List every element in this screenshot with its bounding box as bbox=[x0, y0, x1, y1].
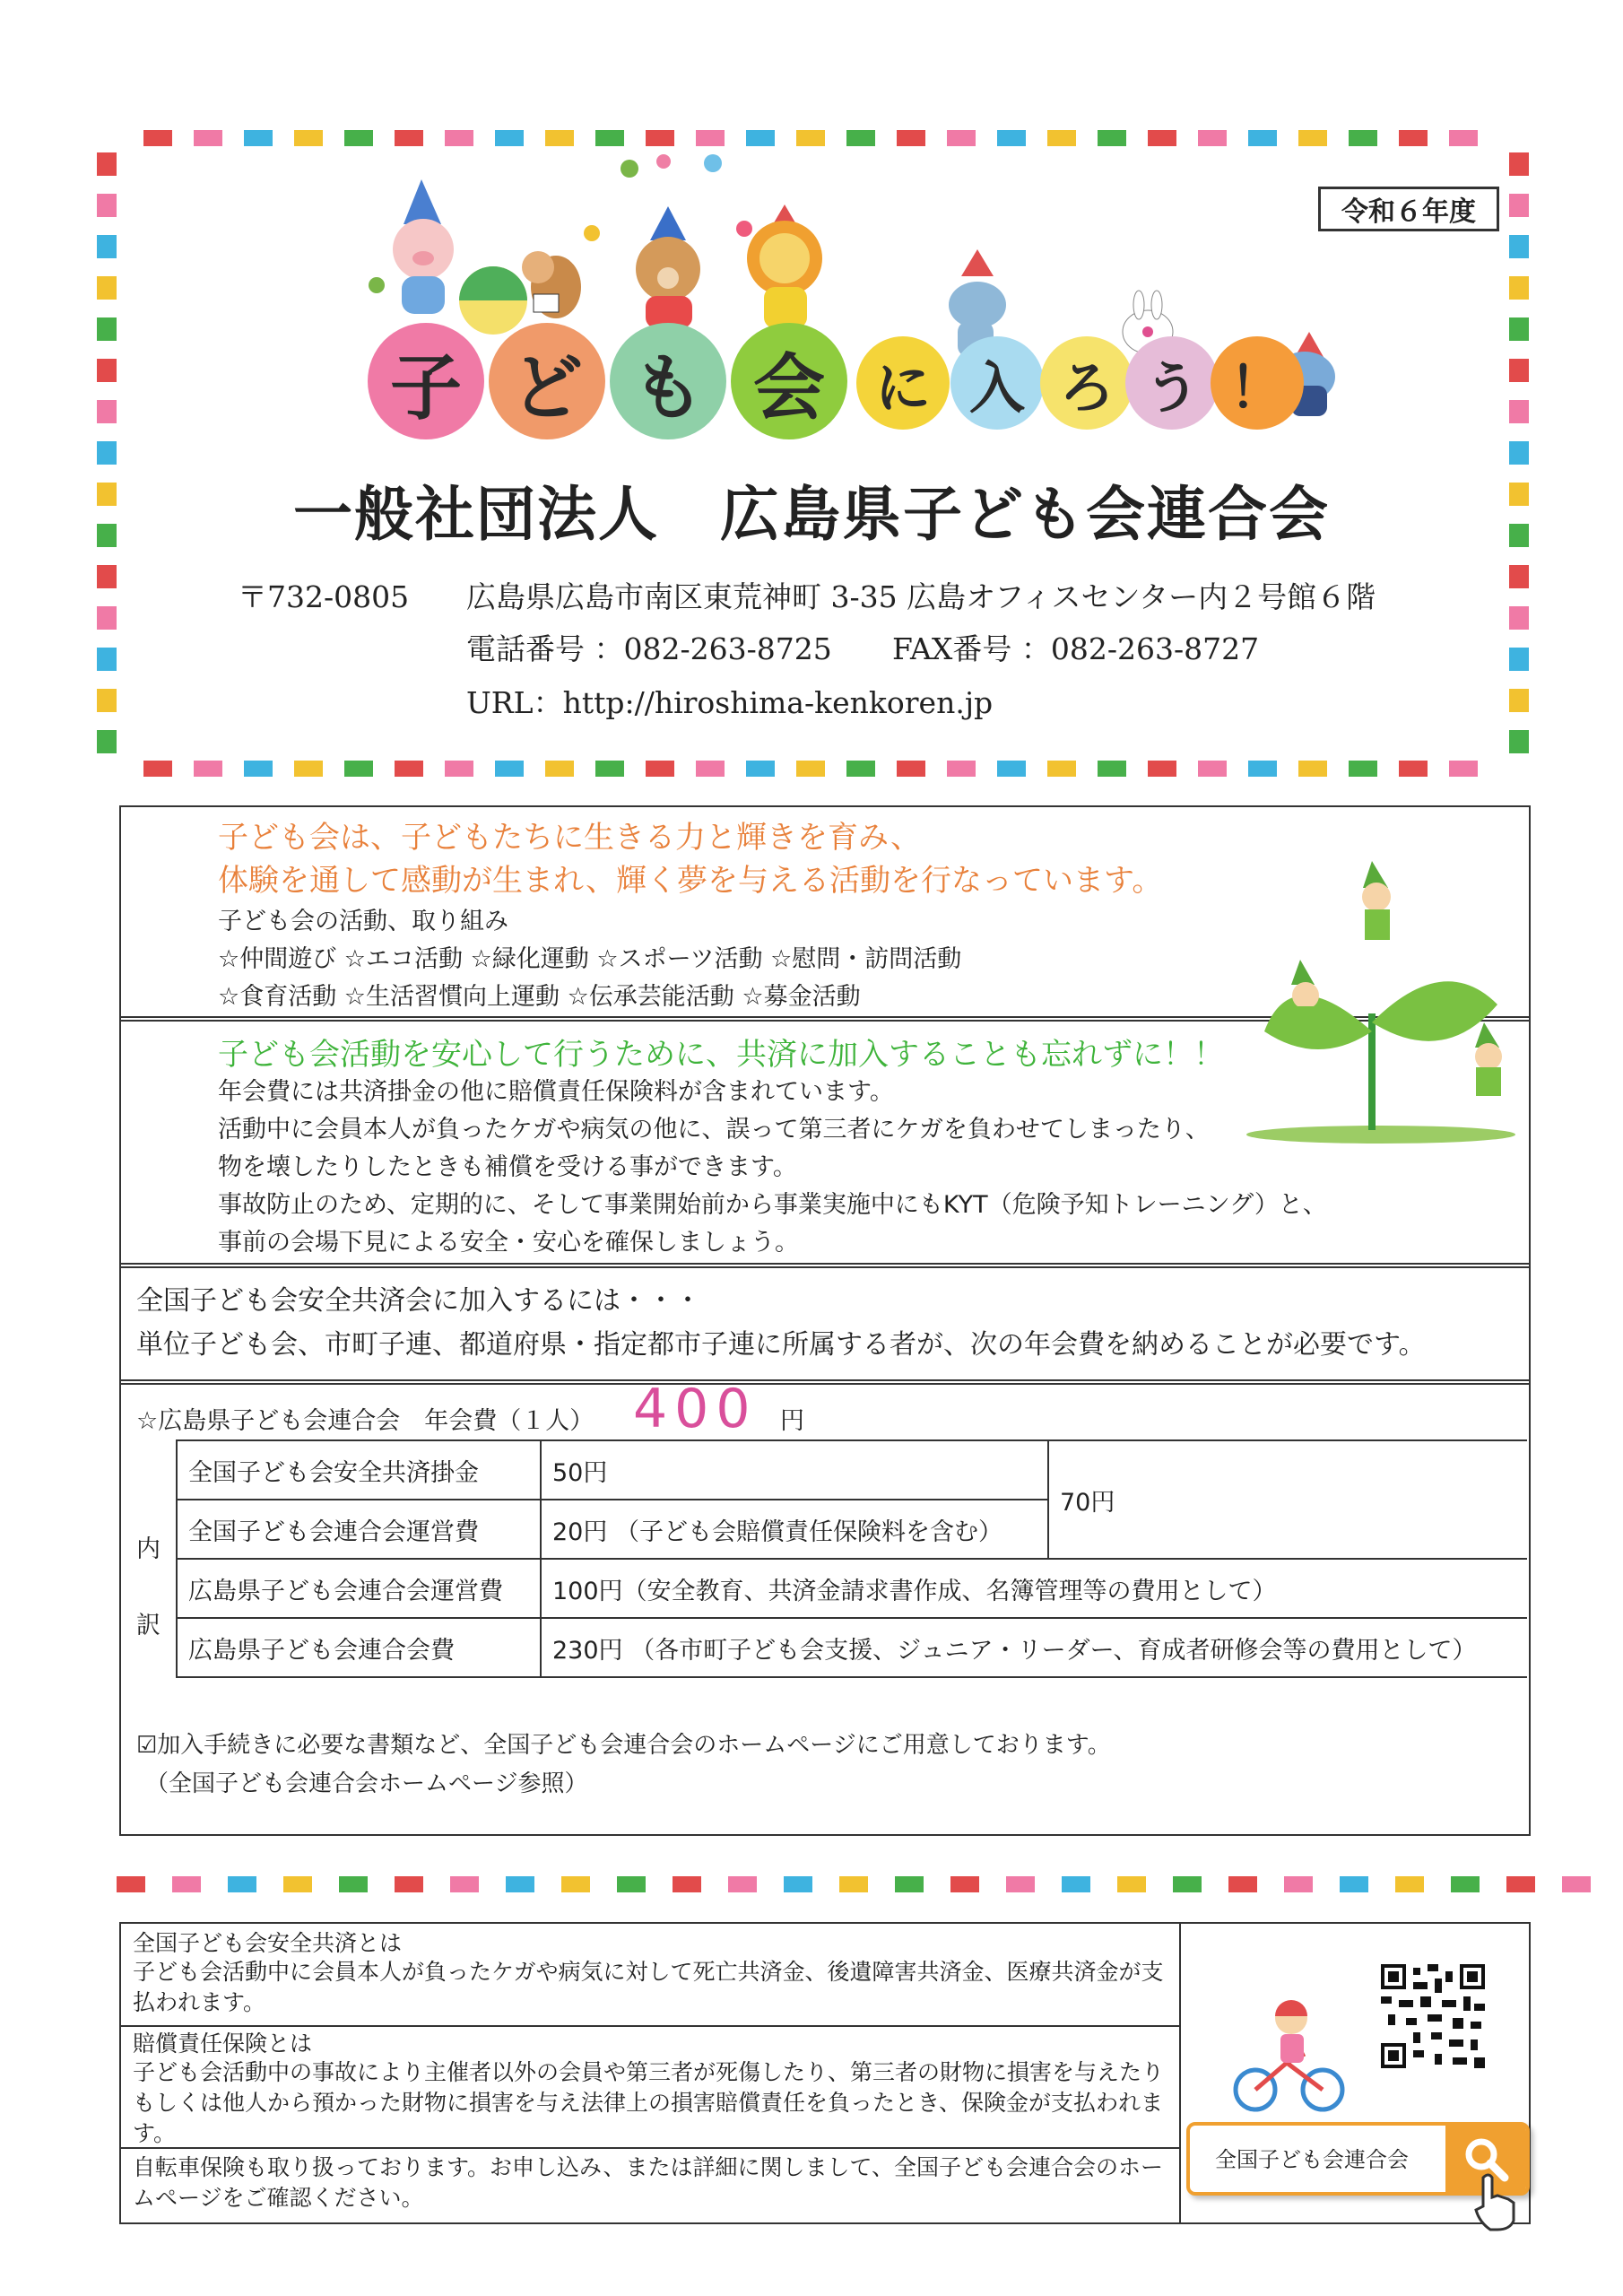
mid-border-strip bbox=[143, 761, 1499, 777]
border-dash bbox=[839, 1876, 868, 1892]
border-dash bbox=[545, 761, 574, 777]
annual-fee-amount: 400 bbox=[633, 1378, 758, 1440]
border-dash bbox=[646, 130, 674, 146]
border-dash bbox=[895, 1876, 924, 1892]
border-dash bbox=[1047, 130, 1076, 146]
title-char: も bbox=[610, 323, 726, 439]
border-dash bbox=[344, 130, 373, 146]
border-dash bbox=[228, 1876, 256, 1892]
border-dash bbox=[1148, 130, 1176, 146]
border-dash bbox=[97, 689, 117, 712]
border-dash bbox=[294, 761, 323, 777]
border-dash bbox=[1098, 761, 1126, 777]
border-dash bbox=[784, 1876, 812, 1892]
elf-character bbox=[1291, 960, 1319, 1035]
fee-amount: 20円 （子ども会賠償責任保険料を含む） bbox=[541, 1500, 1048, 1559]
border-dash bbox=[1509, 730, 1529, 753]
border-dash bbox=[339, 1876, 368, 1892]
activities-heading: 子ども会の活動、取り組み bbox=[218, 908, 508, 935]
activities-lead-2: 体験を通して感動が生まれ、輝く夢を与える活動を行なっています。 bbox=[218, 863, 1163, 899]
title-char: 会 bbox=[731, 323, 847, 439]
title-char: 子 bbox=[368, 323, 484, 439]
breakdown-label-2: 訳 bbox=[136, 1612, 161, 1639]
fee-subtotal: 70円 bbox=[1048, 1440, 1527, 1559]
border-dash bbox=[947, 761, 976, 777]
border-dash bbox=[1349, 130, 1377, 146]
border-dash bbox=[846, 130, 875, 146]
annual-fee-label: ☆広島県子ども会連合会 年会費（１人） bbox=[136, 1407, 595, 1435]
border-dash bbox=[450, 1876, 479, 1892]
border-dash bbox=[746, 761, 775, 777]
insurance-text-2: 活動中に会員本人が負ったケガや病気の他に、誤って第三者にケガを負わせてしまったり、 bbox=[218, 1116, 1210, 1144]
phone-number: 電話番号 ：082-263-8725 bbox=[466, 631, 832, 666]
insurance-text-1: 年会費には共済掛金の他に賠償責任保険料が含まれています。 bbox=[218, 1078, 894, 1106]
insurance-text-5: 事前の会場下見による安全・安心を確保しましょう。 bbox=[218, 1229, 799, 1257]
border-dash bbox=[595, 130, 624, 146]
border-dash bbox=[1509, 689, 1529, 712]
bottom-row-divider bbox=[119, 2025, 1181, 2027]
border-dash bbox=[1399, 761, 1428, 777]
border-dash bbox=[395, 130, 423, 146]
border-dash bbox=[97, 152, 117, 176]
border-dash bbox=[1449, 761, 1478, 777]
address: 広島県広島市南区東荒神町 3-35 広島オフィスセンター内２号館６階 bbox=[466, 579, 1376, 614]
mutual-aid-title: 全国子ども会安全共済とは bbox=[133, 1930, 403, 1956]
border-dash bbox=[1298, 130, 1327, 146]
border-dash bbox=[1509, 606, 1529, 630]
border-dash bbox=[1451, 1876, 1480, 1892]
border-dash bbox=[696, 130, 725, 146]
border-dash bbox=[97, 606, 117, 630]
fee-item: 広島県子ども会連合会費 bbox=[177, 1618, 541, 1677]
border-dash bbox=[545, 130, 574, 146]
border-dash bbox=[997, 130, 1026, 146]
join-requirements-title: 全国子ども会安全共済会に加入するには・・・ bbox=[136, 1285, 701, 1317]
border-dash bbox=[445, 761, 473, 777]
border-dash bbox=[1509, 565, 1529, 588]
border-dash bbox=[1395, 1876, 1424, 1892]
title-char: 入 bbox=[950, 336, 1044, 430]
border-dash bbox=[117, 1876, 145, 1892]
website-url[interactable]: URL：http://hiroshima-kenkoren.jp bbox=[466, 685, 994, 720]
border-dash bbox=[143, 130, 172, 146]
table-row bbox=[177, 1618, 1527, 1677]
year-badge: 令和６年度 bbox=[1318, 187, 1499, 231]
border-dash bbox=[1198, 761, 1227, 777]
border-dash bbox=[1340, 1876, 1368, 1892]
table-row bbox=[177, 1440, 1527, 1500]
liability-title: 賠償責任保険とは bbox=[133, 2031, 313, 2057]
border-dash bbox=[97, 359, 117, 382]
note-line-2: （全国子ども会連合会ホームページ参照） bbox=[145, 1770, 588, 1797]
border-dash bbox=[1509, 400, 1529, 423]
border-dash bbox=[283, 1876, 312, 1892]
border-dash bbox=[1509, 194, 1529, 217]
pig-character bbox=[393, 179, 454, 314]
border-dash bbox=[997, 761, 1026, 777]
border-dash bbox=[1117, 1876, 1146, 1892]
border-dash bbox=[796, 761, 825, 777]
liability-text: 子ども会活動中の事故により主催者以外の会員や第三者が死傷したり、第三者の財物に損害を与えたりもしくは他人から預かった財物に損害を与え法律上の損害賠償責任を負ったとき、保険金が支払われます。 bbox=[133, 2059, 1165, 2146]
top-border-strip bbox=[143, 130, 1499, 146]
border-dash bbox=[746, 130, 775, 146]
border-dash bbox=[1509, 235, 1529, 258]
border-dash bbox=[395, 761, 423, 777]
border-dash bbox=[194, 761, 222, 777]
border-dash bbox=[1509, 317, 1529, 341]
breakdown-label-1: 内 bbox=[136, 1535, 161, 1563]
title-char: ろ bbox=[1040, 336, 1133, 430]
border-dash bbox=[1198, 130, 1227, 146]
fee-amount: 100円（安全教育、共済金請求書作成、名簿管理等の費用として） bbox=[541, 1559, 1527, 1618]
child-bicycle-illustration bbox=[1219, 1982, 1354, 2117]
border-dash bbox=[595, 761, 624, 777]
join-requirements-text: 単位子ども会、市町子連、都道府県・指定都市子連に所属する者が、次の年会費を納めることが必要です。 bbox=[136, 1329, 1426, 1361]
right-border-strip bbox=[1509, 152, 1529, 771]
border-dash bbox=[143, 761, 172, 777]
border-dash bbox=[646, 761, 674, 777]
fee-amount: 50円 bbox=[541, 1440, 1048, 1500]
border-dash bbox=[1449, 130, 1478, 146]
border-dash bbox=[495, 130, 524, 146]
table-row bbox=[177, 1559, 1527, 1618]
border-dash bbox=[796, 130, 825, 146]
border-dash bbox=[1298, 761, 1327, 777]
border-dash bbox=[947, 130, 976, 146]
border-dash bbox=[1173, 1876, 1202, 1892]
border-dash bbox=[1399, 130, 1428, 146]
qr-code-icon[interactable] bbox=[1381, 1964, 1485, 2068]
border-dash bbox=[97, 194, 117, 217]
border-dash bbox=[97, 235, 117, 258]
border-dash bbox=[1062, 1876, 1090, 1892]
border-dash bbox=[244, 761, 273, 777]
border-dash bbox=[1228, 1876, 1257, 1892]
lower-border-strip bbox=[117, 1876, 1618, 1892]
title-char: ど bbox=[489, 323, 605, 439]
border-dash bbox=[495, 761, 524, 777]
elf-character bbox=[1475, 1022, 1502, 1096]
border-dash bbox=[1562, 1876, 1591, 1892]
elf-character bbox=[1362, 861, 1391, 940]
insurance-text-3: 物を壊したりしたときも補償を受ける事ができます。 bbox=[218, 1153, 797, 1181]
bottom-divider bbox=[1179, 1922, 1181, 2222]
border-dash bbox=[1098, 130, 1126, 146]
border-dash bbox=[950, 1876, 979, 1892]
mutual-aid-text: 子ども会活動中に会員本人が負ったケガや病気に対して死亡共済金、後遺障害共済金、医療共済金が支払われます。 bbox=[133, 1959, 1164, 2015]
fee-item: 広島県子ども会連合会運営費 bbox=[177, 1559, 541, 1618]
activities-list-1: ☆仲間遊び ☆エコ活動 ☆緑化運動 ☆スポーツ活動 ☆慰問・訪問活動 bbox=[218, 945, 962, 973]
border-dash bbox=[172, 1876, 201, 1892]
border-dash bbox=[1248, 761, 1277, 777]
border-dash bbox=[244, 130, 273, 146]
search-box-text: 全国子ども会連合会 bbox=[1215, 2147, 1409, 2172]
fee-amount: 230円 （各市町子ども会支援、ジュニア・リーダー、育成者研修会等の費用として） bbox=[541, 1618, 1527, 1677]
border-dash bbox=[1509, 648, 1529, 671]
border-dash bbox=[1509, 441, 1529, 465]
border-dash bbox=[728, 1876, 757, 1892]
border-dash bbox=[97, 730, 117, 753]
border-dash bbox=[97, 276, 117, 300]
border-dash bbox=[1006, 1876, 1035, 1892]
lion-character bbox=[747, 204, 822, 328]
bicycle-insurance-text: 自転車保険も取り扱っております。お申し込み、または詳細に関しまして、全国子ども会連合会のホームページをご確認ください。 bbox=[133, 2154, 1164, 2211]
border-dash bbox=[897, 761, 925, 777]
border-dash bbox=[97, 441, 117, 465]
border-dash bbox=[1509, 359, 1529, 382]
title-char: に bbox=[856, 336, 950, 430]
border-dash bbox=[1284, 1876, 1313, 1892]
border-dash bbox=[617, 1876, 646, 1892]
annual-fee-unit: 円 bbox=[780, 1407, 804, 1435]
insurance-lead: 子ども会活動を安心して行うために、共済に加入することも忘れずに！！ bbox=[218, 1037, 1224, 1073]
border-dash bbox=[897, 130, 925, 146]
border-dash bbox=[673, 1876, 701, 1892]
border-dash bbox=[1047, 761, 1076, 777]
note-line-1: ☑加入手続きに必要な書類など、全国子ども会連合会のホームページにご用意しております。 bbox=[136, 1732, 1111, 1759]
sprout-elves-illustration bbox=[1237, 852, 1524, 1148]
border-dash bbox=[97, 565, 117, 588]
border-dash bbox=[1509, 152, 1529, 176]
fee-breakdown-table bbox=[176, 1439, 1527, 1678]
cursor-hand-icon bbox=[1471, 2170, 1524, 2233]
activities-lead-1: 子ども会は、子どもたちに生きる力と輝きを育み、 bbox=[218, 820, 922, 856]
organization-name: 一般社団法人 広島県子ども会連合会 bbox=[293, 480, 1330, 549]
border-dash bbox=[506, 1876, 534, 1892]
border-dash bbox=[445, 130, 473, 146]
border-dash bbox=[561, 1876, 590, 1892]
border-dash bbox=[1148, 761, 1176, 777]
squirrel-character bbox=[522, 251, 581, 318]
postal-code: 〒732-0805 bbox=[238, 579, 410, 614]
title-char: う bbox=[1125, 336, 1219, 430]
border-dash bbox=[97, 400, 117, 423]
border-dash bbox=[846, 761, 875, 777]
fee-item: 全国子ども会安全共済掛金 bbox=[177, 1440, 541, 1500]
border-dash bbox=[97, 317, 117, 341]
title-char: ！ bbox=[1211, 336, 1304, 430]
fee-item: 全国子ども会連合会運営費 bbox=[177, 1500, 541, 1559]
border-dash bbox=[194, 130, 222, 146]
border-dash bbox=[294, 130, 323, 146]
activities-list-2: ☆食育活動 ☆生活習慣向上運動 ☆伝承芸能活動 ☆募金活動 bbox=[218, 983, 861, 1011]
border-dash bbox=[696, 761, 725, 777]
border-dash bbox=[1506, 1876, 1535, 1892]
border-dash bbox=[395, 1876, 423, 1892]
border-dash bbox=[1248, 130, 1277, 146]
fax-number: FAX番号 ：082-263-8727 bbox=[892, 631, 1260, 666]
border-dash bbox=[344, 761, 373, 777]
insurance-text-4: 事故防止のため、定期的に、そして事業開始前から事業実施中にもKYT（危険予知トレーニング）と、 bbox=[218, 1191, 1327, 1219]
bear-character bbox=[636, 206, 700, 328]
border-dash bbox=[1509, 276, 1529, 300]
left-border-strip bbox=[97, 152, 117, 771]
border-dash bbox=[97, 648, 117, 671]
border-dash bbox=[1349, 761, 1377, 777]
